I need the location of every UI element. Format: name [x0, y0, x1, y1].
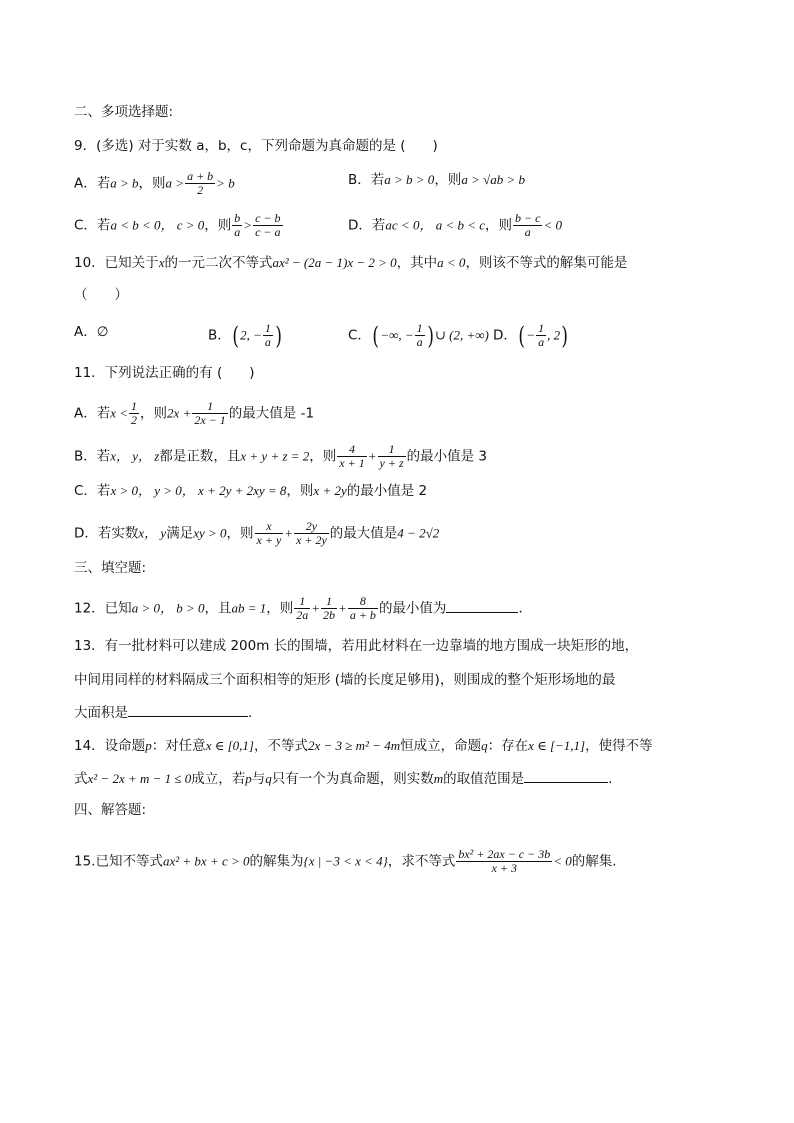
- text: ，则: [286, 483, 314, 499]
- question-11-option-a: [74, 400, 314, 427]
- math-expr: a > 0， b > 0: [131, 600, 205, 616]
- fraction: [348, 595, 378, 622]
- numerator: b − c: [515, 211, 541, 225]
- option-label: C．若: [74, 483, 111, 499]
- question-9-option-b: [348, 170, 525, 190]
- text: 都是正数，且: [159, 448, 241, 465]
- text: 的最小值为: [378, 600, 447, 617]
- section-heading-multiple-choice: 二、多项选择题:: [74, 104, 174, 120]
- math-expr: 2, −: [240, 327, 262, 343]
- text: 与: [251, 771, 266, 787]
- math-var: q: [265, 771, 272, 786]
- fraction: [192, 400, 227, 427]
- section-heading-solution: 四、解答题:: [74, 802, 147, 818]
- text: 12．已知: [74, 600, 132, 617]
- question-10-option-c: [348, 322, 489, 349]
- numerator: 2y: [294, 520, 329, 534]
- math-expr: x + 2y: [313, 483, 347, 498]
- option-label: B．若: [348, 172, 385, 188]
- fraction: [255, 520, 284, 547]
- close-paren: ): [275, 321, 282, 350]
- answer-blank[interactable]: [128, 702, 248, 717]
- question-11-option-b: [74, 443, 487, 470]
- option-label: D．: [493, 327, 517, 344]
- question-10-option-b: [208, 322, 283, 349]
- text: 14．设命题: [74, 738, 146, 754]
- text: ，则该不等式的解集可能是: [465, 255, 628, 271]
- text: 的取值范围是: [443, 771, 525, 787]
- numerator: bx² + 2ax − c − 3b: [458, 847, 551, 861]
- text: .: [608, 771, 613, 787]
- option-label: D．若实数: [74, 525, 139, 542]
- question-13-line-3: [74, 702, 252, 723]
- question-11-option-c: [74, 481, 427, 501]
- open-paren: (: [232, 321, 239, 350]
- numerator: 8: [348, 595, 378, 609]
- question-10-paren: （ ）: [74, 287, 128, 303]
- numerator: 4: [337, 443, 366, 457]
- fraction: [337, 443, 366, 470]
- question-10-stem: [74, 253, 627, 273]
- math-expr: x <: [110, 405, 129, 421]
- denominator: 2b: [323, 608, 336, 622]
- math-expr: ab = 1: [231, 600, 267, 616]
- text: ，使得不等: [585, 738, 653, 754]
- text: ，则: [138, 175, 166, 192]
- math-expr: x， y， z: [110, 448, 160, 464]
- text: ，则: [204, 217, 232, 234]
- answer-blank[interactable]: [446, 598, 518, 613]
- text: ，求不等式: [387, 853, 456, 870]
- section-heading-fill-in: 三、填空题:: [74, 560, 147, 576]
- denominator: x + 2y: [296, 533, 327, 547]
- fraction: [378, 443, 406, 470]
- math-expr: 4 − 2√2: [397, 525, 440, 541]
- text: .: [248, 705, 253, 721]
- math-expr: +: [311, 600, 321, 616]
- option-label: B．若: [74, 448, 111, 465]
- question-11-stem: 11．下列说法正确的有 ( ): [74, 365, 255, 381]
- denominator: 2x − 1: [194, 413, 226, 427]
- math-expr: {x | −3 < x < 4}: [303, 853, 388, 869]
- denominator: x + y: [256, 533, 282, 547]
- math-expr: a > b: [110, 175, 139, 191]
- option-label: C．: [348, 327, 371, 344]
- question-11-option-d: [74, 520, 439, 547]
- numerator: 1: [321, 595, 337, 609]
- fraction: [415, 322, 425, 349]
- math-expr: ax² + bx + c > 0: [162, 853, 250, 869]
- question-10-option-a: A．∅: [74, 324, 109, 340]
- text: 15.已知不等式: [74, 853, 163, 870]
- denominator: a: [234, 225, 241, 239]
- question-14-line-2: [74, 768, 612, 789]
- fraction: [294, 520, 329, 547]
- math-expr: , 2: [547, 327, 561, 343]
- text: 10．已知关于: [74, 255, 159, 271]
- numerator: 1: [538, 321, 545, 335]
- math-expr: < 0: [553, 853, 572, 869]
- fraction: [536, 322, 546, 349]
- text: 的最大值是: [329, 525, 398, 542]
- math-expr: x ∈ [0,1]: [205, 738, 254, 753]
- math-expr: ac < 0， a < b < c: [385, 217, 486, 233]
- text: 的解集为: [249, 853, 304, 870]
- numerator: 1: [192, 400, 227, 414]
- denominator: c − a: [255, 225, 281, 239]
- fraction: [232, 212, 242, 239]
- numerator: 1: [416, 321, 423, 335]
- text: ：对任意: [151, 738, 206, 754]
- math-expr: a < b < 0， c > 0: [110, 217, 205, 233]
- text: ，且: [204, 600, 232, 617]
- question-9-option-d: [348, 212, 562, 239]
- option-label: D．若: [348, 217, 386, 234]
- math-expr: ax² − (2a − 1)x − 2 > 0: [272, 255, 397, 270]
- numerator: 1: [378, 443, 406, 457]
- denominator: x + 3: [491, 861, 518, 875]
- numerator: a + b: [187, 169, 214, 183]
- question-14-line-1: [74, 736, 653, 756]
- text: ，则: [309, 448, 337, 465]
- math-expr: −∞, −: [380, 327, 414, 343]
- text: ，则: [140, 405, 168, 422]
- numerator: c − b: [255, 211, 281, 225]
- text: 恒成立，命题: [400, 738, 482, 754]
- numerator: x: [255, 520, 284, 534]
- fraction: [185, 170, 215, 197]
- denominator: 2: [131, 413, 138, 427]
- math-expr: a >: [165, 175, 185, 191]
- text: ，其中: [396, 255, 438, 271]
- text: ，则: [485, 217, 513, 234]
- math-expr: < 0: [543, 217, 562, 233]
- math-expr: −: [526, 327, 536, 343]
- denominator: a: [538, 335, 545, 349]
- math-expr: x + y + z = 2: [240, 448, 310, 464]
- fraction: [263, 322, 273, 349]
- math-expr: a > b > 0: [384, 172, 435, 187]
- numerator: b: [234, 211, 241, 225]
- text: 大面积是: [74, 705, 128, 721]
- denominator: x + 1: [339, 456, 365, 470]
- option-label: A．若: [74, 405, 111, 422]
- math-var: x: [158, 255, 165, 270]
- denominator: a: [524, 225, 531, 239]
- math-expr: x， y: [138, 525, 167, 541]
- numerator: 1: [294, 595, 310, 609]
- math-var: m: [433, 771, 444, 786]
- question-9-option-c: [74, 212, 284, 239]
- question-13-line-2: 中间用同样的材料隔成三个面积相等的矩形 (墙的长度足够用)，则围成的整个矩形场地的最: [74, 672, 616, 688]
- math-expr: xy > 0: [193, 525, 227, 541]
- text: 的最小值是 2: [346, 483, 428, 499]
- fraction: [456, 848, 552, 875]
- answer-blank[interactable]: [524, 768, 608, 783]
- denominator: a: [416, 335, 423, 349]
- fraction: [294, 595, 310, 622]
- close-paren: ): [427, 321, 434, 350]
- math-expr: x ∈ [−1,1]: [528, 738, 586, 753]
- math-expr: ∪ (2, +∞): [435, 327, 489, 343]
- fraction: [513, 212, 542, 239]
- numerator: 1: [131, 399, 138, 413]
- option-label: A．若: [74, 175, 111, 192]
- fraction: [321, 595, 337, 622]
- numerator: 1: [264, 321, 271, 335]
- fraction: [253, 212, 282, 239]
- text: ，不等式: [253, 738, 308, 754]
- question-9-option-a: [74, 170, 235, 197]
- math-expr: a < 0: [437, 255, 466, 270]
- text: ，则: [266, 600, 294, 617]
- text: ，则: [226, 525, 254, 542]
- text: 的最大值是 -1: [228, 405, 315, 422]
- text: 成立，若: [191, 771, 246, 787]
- close-paren: ): [561, 321, 569, 350]
- question-15: [74, 848, 617, 875]
- text: 式: [74, 771, 88, 787]
- math-var: p: [245, 771, 252, 786]
- denominator: 2: [197, 183, 204, 197]
- math-expr: +: [338, 600, 347, 616]
- math-expr: +: [284, 525, 294, 541]
- text: 的最小值是 3: [406, 448, 487, 465]
- denominator: a: [264, 335, 271, 349]
- question-13-line-1: 13．有一批材料可以建成 200m 长的围墙，若用此材料在一边靠墙的地方围成一块矩形的地，: [74, 638, 639, 654]
- text: 的一元二次不等式: [164, 255, 273, 271]
- math-expr: >: [243, 217, 253, 233]
- open-paren: (: [518, 321, 525, 350]
- math-expr: > b: [216, 175, 235, 191]
- option-label: C．若: [74, 217, 111, 234]
- math-expr: a > √ab > b: [461, 172, 525, 187]
- math-expr: 2x − 3 ≥ m² − 4m: [307, 738, 401, 753]
- text: ．: [518, 600, 532, 617]
- text: 只有一个为真命题，则实数: [271, 771, 434, 787]
- math-var: q: [481, 738, 488, 753]
- fraction: [129, 400, 139, 427]
- question-9-stem: 9．(多选) 对于实数 a，b，c，下列命题为真命题的是 ( ): [74, 138, 438, 154]
- text: ：存在: [487, 738, 529, 754]
- math-expr: x > 0， y > 0， x + 2y + 2xy = 8: [110, 483, 287, 498]
- math-expr: 2x +: [167, 405, 192, 421]
- open-paren: (: [372, 321, 379, 350]
- text: 的解集.: [571, 853, 617, 870]
- question-12: [74, 595, 532, 622]
- math-expr: +: [367, 448, 377, 464]
- denominator: a + b: [349, 608, 376, 622]
- math-var: p: [145, 738, 152, 753]
- text: ，则: [434, 172, 462, 188]
- option-label: B．: [208, 327, 231, 344]
- denominator: y + z: [379, 456, 404, 470]
- question-10-option-d: [493, 322, 569, 349]
- denominator: 2a: [296, 608, 309, 622]
- text: 满足: [166, 525, 194, 542]
- math-expr: x² − 2x + m − 1 ≤ 0: [87, 771, 192, 786]
